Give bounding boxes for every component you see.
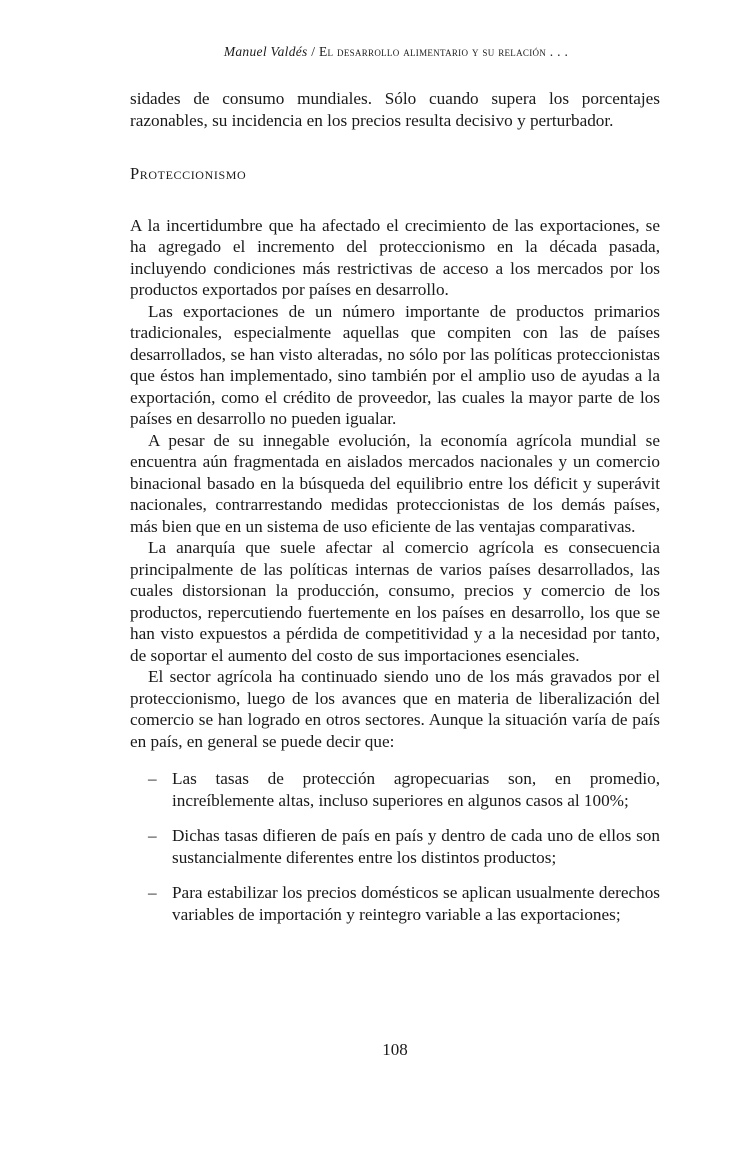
continuation-paragraph: sidades de consumo mundiales. Sólo cuando supera los porcentajes razonables, su incidencia en los precios resulta decisivo y perturbador. xyxy=(130,89,660,130)
list-item-text: Dichas tasas difieren de país en país y dentro de cada uno de ellos son sustancialmente diferentes entre los distintos productos; xyxy=(172,826,660,867)
body-text xyxy=(130,88,660,939)
paragraph-1: A la incertidumbre que ha afectado el crecimiento de las exportaciones, se ha agregado el incremento del proteccionismo en la década pasada, incluyendo condiciones más restrictivas de acceso a los mercados por los productos exportados por países en desarrollo. xyxy=(130,215,660,299)
paragraph-2: Las exportaciones de un número importante de productos primarios tradicionales, especialmente aquellas que compiten con las de países desarrollados, se han visto alteradas, no sólo por las políticas proteccionistas que éstos han implementado, sino también por el amplio uso de ayudas a la exportación, como el crédito de proveedor, las cuales la mayor parte de los países en desarrollo no pueden igualar. xyxy=(130,301,660,428)
paragraph-5: El sector agrícola ha continuado siendo uno de los más gravados por el proteccionismo, luego de los avances que en materia de liberalización del comercio se han logrado en otros sectores. Aunque la situación varía de país en país, en general se puede decir que: xyxy=(130,667,660,751)
header-author: Manuel Valdés xyxy=(223,44,308,59)
running-header xyxy=(130,44,662,60)
dash-list xyxy=(130,768,660,925)
section-heading: Proteccionismo xyxy=(130,164,247,183)
header-separator: / xyxy=(307,44,319,59)
list-item xyxy=(130,825,660,868)
page-number: 108 xyxy=(382,1040,408,1059)
dash-bullet: – xyxy=(148,883,157,902)
paragraph-4: La anarquía que suele afectar al comercio agrícola es consecuencia principalmente de las políticas internas de varios países desarrollados, las cuales distorsionan la producción, consumo, precios y comercio de los productos, repercutiendo fuertemente en los países en desarrollo, los que se han visto expuestos a pérdida de competitividad y a la necesidad por tanto, de soportar el aumento del costo de sus importaciones esenciales. xyxy=(130,538,660,665)
list-item xyxy=(130,768,660,811)
dash-bullet: – xyxy=(148,769,157,788)
paragraph-3: A pesar de su innegable evolución, la economía agrícola mundial se encuentra aún fragmentada en aislados mercados nacionales y un comercio binacional basado en la búsqueda del equilibrio entre los déficit y superávit nacionales, contrarrestando medidas proteccionistas de los demás países, más bien que en un sistema de uso eficiente de las ventajas comparativas. xyxy=(130,430,660,536)
list-item-text: Las tasas de protección agropecuarias son, en promedio, increíblemente altas, incluso superiores en algunos casos al 100%; xyxy=(172,769,660,810)
list-item xyxy=(130,882,660,925)
dash-bullet: – xyxy=(148,826,157,845)
list-item-text: Para estabilizar los precios domésticos se aplican usualmente derechos variables de importación y reintegro variable a las exportaciones; xyxy=(172,883,660,924)
header-title: El desarrollo alimentario y su relación . . . xyxy=(319,44,569,59)
